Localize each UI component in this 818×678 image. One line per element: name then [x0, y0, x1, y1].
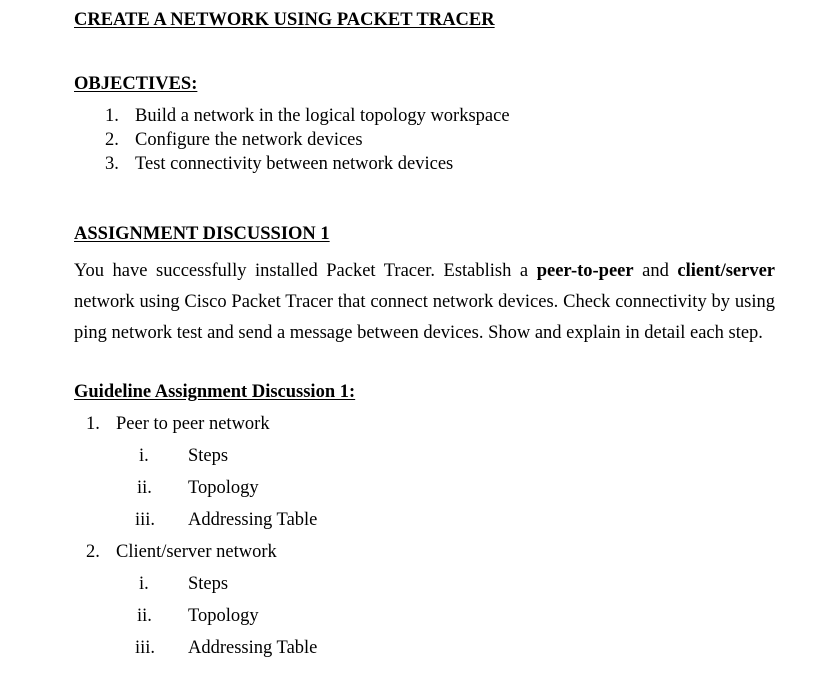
subitem-text: Addressing Table — [188, 638, 318, 658]
paragraph-text: and — [633, 261, 678, 281]
guideline-section-number: 2. — [86, 542, 100, 562]
subitem-text: Steps — [188, 446, 229, 466]
page-title: CREATE A NETWORK USING PACKET TRACER — [74, 10, 495, 30]
objectives-heading: OBJECTIVES: — [74, 74, 198, 94]
subitem-numeral: ii. — [137, 478, 152, 498]
assignment-paragraph — [74, 256, 775, 349]
objective-item: Test connectivity between network devices — [135, 154, 454, 174]
objective-item: Configure the network devices — [135, 130, 363, 150]
paragraph-bold-term: peer-to-peer — [536, 261, 634, 281]
guideline-section-label: Client/server network — [116, 542, 277, 562]
assignment-heading: ASSIGNMENT DISCUSSION 1 — [74, 224, 330, 244]
paragraph-text: You have successfully installed Packet Tracer. Establish a — [74, 261, 537, 281]
subitem-text: Topology — [188, 478, 259, 498]
paragraph-text: network using Cisco Packet Tracer that connect network devices. Check connectivity by using ping network test and send a message between devices. Show and explain in detail each step. — [74, 292, 775, 343]
subitem-text: Addressing Table — [188, 510, 318, 530]
paragraph-bold-term: client/server — [677, 261, 776, 281]
guideline-heading: Guideline Assignment Discussion 1: — [74, 382, 356, 402]
subitem-text: Steps — [188, 574, 229, 594]
subitem-numeral: iii. — [135, 510, 156, 530]
subitem-numeral: i. — [139, 446, 149, 466]
subitem-numeral: iii. — [135, 638, 156, 658]
objective-item: Build a network in the logical topology workspace — [135, 106, 510, 126]
objective-number: 1. — [105, 106, 119, 126]
subitem-numeral: i. — [139, 574, 149, 594]
objective-number: 3. — [105, 154, 119, 174]
guideline-section-number: 1. — [86, 414, 100, 434]
subitem-numeral: ii. — [137, 606, 152, 626]
objective-number: 2. — [105, 130, 119, 150]
subitem-text: Topology — [188, 606, 259, 626]
guideline-section-label: Peer to peer network — [116, 414, 270, 434]
